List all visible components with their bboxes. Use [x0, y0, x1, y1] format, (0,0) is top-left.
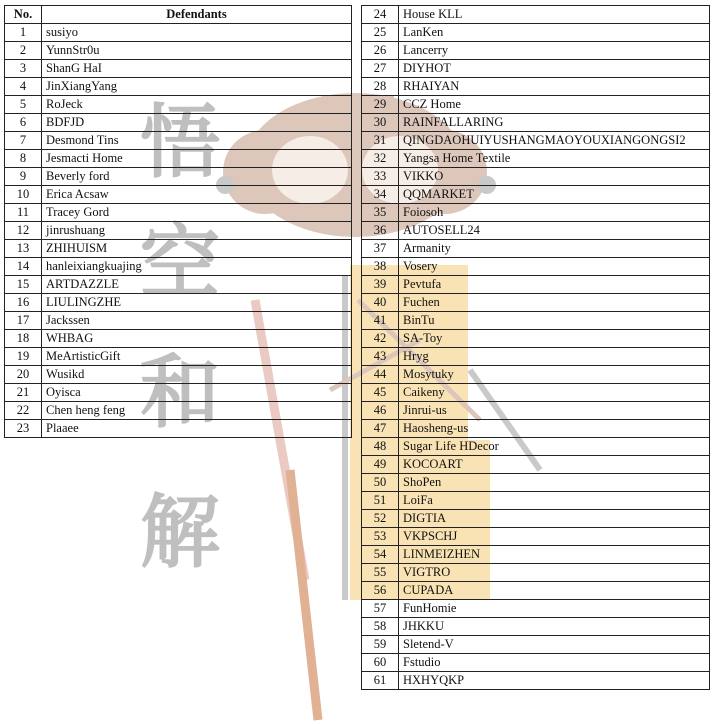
defendant-name: MeArtisticGift — [42, 348, 352, 366]
defendant-name: Oyisca — [42, 384, 352, 402]
defendant-name: ZHIHUISM — [42, 240, 352, 258]
row-number: 49 — [362, 456, 399, 474]
row-number: 22 — [5, 402, 42, 420]
row-number: 6 — [5, 114, 42, 132]
row-number: 35 — [362, 204, 399, 222]
table-row — [362, 222, 710, 240]
defendant-name: LINMEIZHEN — [399, 546, 710, 564]
table-row — [5, 114, 352, 132]
row-number: 25 — [362, 24, 399, 42]
watermark-char: 解 — [140, 486, 220, 579]
table-row — [5, 42, 352, 60]
row-number: 46 — [362, 402, 399, 420]
defendant-name: Mosytuky — [399, 366, 710, 384]
defendant-name: Jinrui-us — [399, 402, 710, 420]
table-row — [362, 6, 710, 24]
table-row — [5, 330, 352, 348]
defendant-name: VIKKO — [399, 168, 710, 186]
table-row — [5, 168, 352, 186]
row-number: 51 — [362, 492, 399, 510]
row-number: 30 — [362, 114, 399, 132]
defendant-name: KOCOART — [399, 456, 710, 474]
header-no: No. — [5, 6, 42, 24]
watermark-char: 空 — [140, 216, 220, 309]
defendant-name: House KLL — [399, 6, 710, 24]
table-row — [5, 348, 352, 366]
table-row — [362, 384, 710, 402]
defendant-name: Desmond Tins — [42, 132, 352, 150]
defendant-name: hanleixiangkuajing — [42, 258, 352, 276]
row-number: 24 — [362, 6, 399, 24]
defendant-name: Chen heng feng — [42, 402, 352, 420]
defendant-name: Jesmacti Home — [42, 150, 352, 168]
defendant-name: Pevtufa — [399, 276, 710, 294]
defendant-name: WHBAG — [42, 330, 352, 348]
defendant-name: SA-Toy — [399, 330, 710, 348]
row-number: 9 — [5, 168, 42, 186]
row-number: 55 — [362, 564, 399, 582]
row-number: 4 — [5, 78, 42, 96]
defendant-name: CUPADA — [399, 582, 710, 600]
table-row — [5, 186, 352, 204]
defendant-name: YunnStr0u — [42, 42, 352, 60]
defendant-name: BinTu — [399, 312, 710, 330]
table-row — [362, 78, 710, 96]
defendant-name: LanKen — [399, 24, 710, 42]
table-row — [362, 366, 710, 384]
table-row — [362, 132, 710, 150]
row-number: 1 — [5, 24, 42, 42]
table-row — [362, 672, 710, 690]
row-number: 29 — [362, 96, 399, 114]
row-number: 39 — [362, 276, 399, 294]
defendant-name: Lancerry — [399, 42, 710, 60]
defendant-name: BDFJD — [42, 114, 352, 132]
defendant-name: JinXiangYang — [42, 78, 352, 96]
row-number: 5 — [5, 96, 42, 114]
row-number: 38 — [362, 258, 399, 276]
table-row — [5, 222, 352, 240]
defendant-name: Fuchen — [399, 294, 710, 312]
table-row — [362, 24, 710, 42]
table-row — [362, 204, 710, 222]
defendant-name: jinrushuang — [42, 222, 352, 240]
defendant-name: Plaaee — [42, 420, 352, 438]
defendant-name: Hryg — [399, 348, 710, 366]
defendant-name: Tracey Gord — [42, 204, 352, 222]
table-row — [362, 618, 710, 636]
defendant-name: Fstudio — [399, 654, 710, 672]
row-number: 47 — [362, 420, 399, 438]
defendant-name: ShanG HaI — [42, 60, 352, 78]
table-row — [362, 402, 710, 420]
defendant-name: Wusikd — [42, 366, 352, 384]
table-row — [362, 42, 710, 60]
table-row — [362, 60, 710, 78]
table-row — [362, 330, 710, 348]
defendants-table-left — [4, 5, 352, 438]
row-number: 11 — [5, 204, 42, 222]
table-row — [5, 384, 352, 402]
row-number: 58 — [362, 618, 399, 636]
row-number: 42 — [362, 330, 399, 348]
row-number: 43 — [362, 348, 399, 366]
row-number: 41 — [362, 312, 399, 330]
defendant-name: HXHYQKP — [399, 672, 710, 690]
defendant-name: Haosheng-us — [399, 420, 710, 438]
row-number: 45 — [362, 384, 399, 402]
row-number: 19 — [5, 348, 42, 366]
row-number: 44 — [362, 366, 399, 384]
defendant-name: Yangsa Home Textile — [399, 150, 710, 168]
defendant-name: LIULINGZHE — [42, 294, 352, 312]
defendant-name: VIGTRO — [399, 564, 710, 582]
defendant-name: AUTOSELL24 — [399, 222, 710, 240]
defendant-name: VKPSCHJ — [399, 528, 710, 546]
row-number: 13 — [5, 240, 42, 258]
row-number: 56 — [362, 582, 399, 600]
row-number: 32 — [362, 150, 399, 168]
table-row — [5, 294, 352, 312]
watermark-char: 悟 — [140, 96, 220, 189]
defendant-name: DIGTIA — [399, 510, 710, 528]
defendant-name: CCZ Home — [399, 96, 710, 114]
table-row — [362, 168, 710, 186]
table-row — [5, 240, 352, 258]
table-row — [362, 150, 710, 168]
table-row — [5, 24, 352, 42]
row-number: 52 — [362, 510, 399, 528]
defendant-name: Sletend-V — [399, 636, 710, 654]
table-row — [362, 636, 710, 654]
defendant-name: RHAIYAN — [399, 78, 710, 96]
defendant-name: Caikeny — [399, 384, 710, 402]
table-row — [5, 402, 352, 420]
defendants-table-right — [361, 5, 710, 690]
watermark-char: 和 — [140, 346, 220, 439]
row-number: 61 — [362, 672, 399, 690]
table-row — [362, 420, 710, 438]
table-row — [362, 564, 710, 582]
defendant-name: QQMARKET — [399, 186, 710, 204]
table-row — [362, 114, 710, 132]
defendant-name: LoiFa — [399, 492, 710, 510]
table-row — [362, 312, 710, 330]
table-row — [362, 528, 710, 546]
defendant-name: Beverly ford — [42, 168, 352, 186]
row-number: 28 — [362, 78, 399, 96]
table-row — [362, 654, 710, 672]
row-number: 37 — [362, 240, 399, 258]
row-number: 23 — [5, 420, 42, 438]
row-number: 3 — [5, 60, 42, 78]
defendant-name: Erica Acsaw — [42, 186, 352, 204]
table-row — [5, 276, 352, 294]
header-defendants: Defendants — [42, 6, 352, 24]
table-row — [362, 438, 710, 456]
table-header-row — [5, 6, 352, 24]
row-number: 20 — [5, 366, 42, 384]
row-number: 12 — [5, 222, 42, 240]
row-number: 2 — [5, 42, 42, 60]
defendant-name: ARTDAZZLE — [42, 276, 352, 294]
table-row — [362, 348, 710, 366]
table-row — [5, 96, 352, 114]
table-row — [362, 546, 710, 564]
row-number: 21 — [5, 384, 42, 402]
table-row — [362, 582, 710, 600]
table-row — [5, 60, 352, 78]
defendant-name: ShoPen — [399, 474, 710, 492]
row-number: 17 — [5, 312, 42, 330]
row-number: 31 — [362, 132, 399, 150]
defendant-name: QINGDAOHUIYUSHANGMAOYOUXIANGONGSI2 — [399, 132, 710, 150]
row-number: 54 — [362, 546, 399, 564]
table-row — [362, 186, 710, 204]
row-number: 53 — [362, 528, 399, 546]
table-row — [5, 132, 352, 150]
defendant-name: RoJeck — [42, 96, 352, 114]
defendant-name: Sugar Life HDecor — [399, 438, 710, 456]
table-row — [362, 474, 710, 492]
table-row — [362, 294, 710, 312]
defendant-name: DIYHOT — [399, 60, 710, 78]
row-number: 7 — [5, 132, 42, 150]
table-row — [362, 492, 710, 510]
table-row — [362, 240, 710, 258]
defendant-name: susiyo — [42, 24, 352, 42]
row-number: 48 — [362, 438, 399, 456]
table-row — [362, 456, 710, 474]
table-row — [5, 150, 352, 168]
table-row — [362, 510, 710, 528]
table-row — [362, 258, 710, 276]
row-number: 10 — [5, 186, 42, 204]
row-number: 59 — [362, 636, 399, 654]
table-row — [362, 96, 710, 114]
table-row — [5, 204, 352, 222]
defendant-name: FunHomie — [399, 600, 710, 618]
row-number: 14 — [5, 258, 42, 276]
table-row — [5, 312, 352, 330]
row-number: 18 — [5, 330, 42, 348]
defendant-name: RAINFALLARING — [399, 114, 710, 132]
row-number: 50 — [362, 474, 399, 492]
row-number: 16 — [5, 294, 42, 312]
table-row — [5, 420, 352, 438]
defendant-name: Vosery — [399, 258, 710, 276]
row-number: 33 — [362, 168, 399, 186]
row-number: 40 — [362, 294, 399, 312]
row-number: 34 — [362, 186, 399, 204]
row-number: 26 — [362, 42, 399, 60]
defendant-name: Jackssen — [42, 312, 352, 330]
row-number: 8 — [5, 150, 42, 168]
table-row — [5, 258, 352, 276]
table-row — [5, 78, 352, 96]
defendant-name: Armanity — [399, 240, 710, 258]
table-row — [362, 600, 710, 618]
row-number: 57 — [362, 600, 399, 618]
defendant-name: Foiosoh — [399, 204, 710, 222]
row-number: 36 — [362, 222, 399, 240]
defendant-name: JHKKU — [399, 618, 710, 636]
row-number: 15 — [5, 276, 42, 294]
table-row — [5, 366, 352, 384]
row-number: 60 — [362, 654, 399, 672]
row-number: 27 — [362, 60, 399, 78]
table-row — [362, 276, 710, 294]
